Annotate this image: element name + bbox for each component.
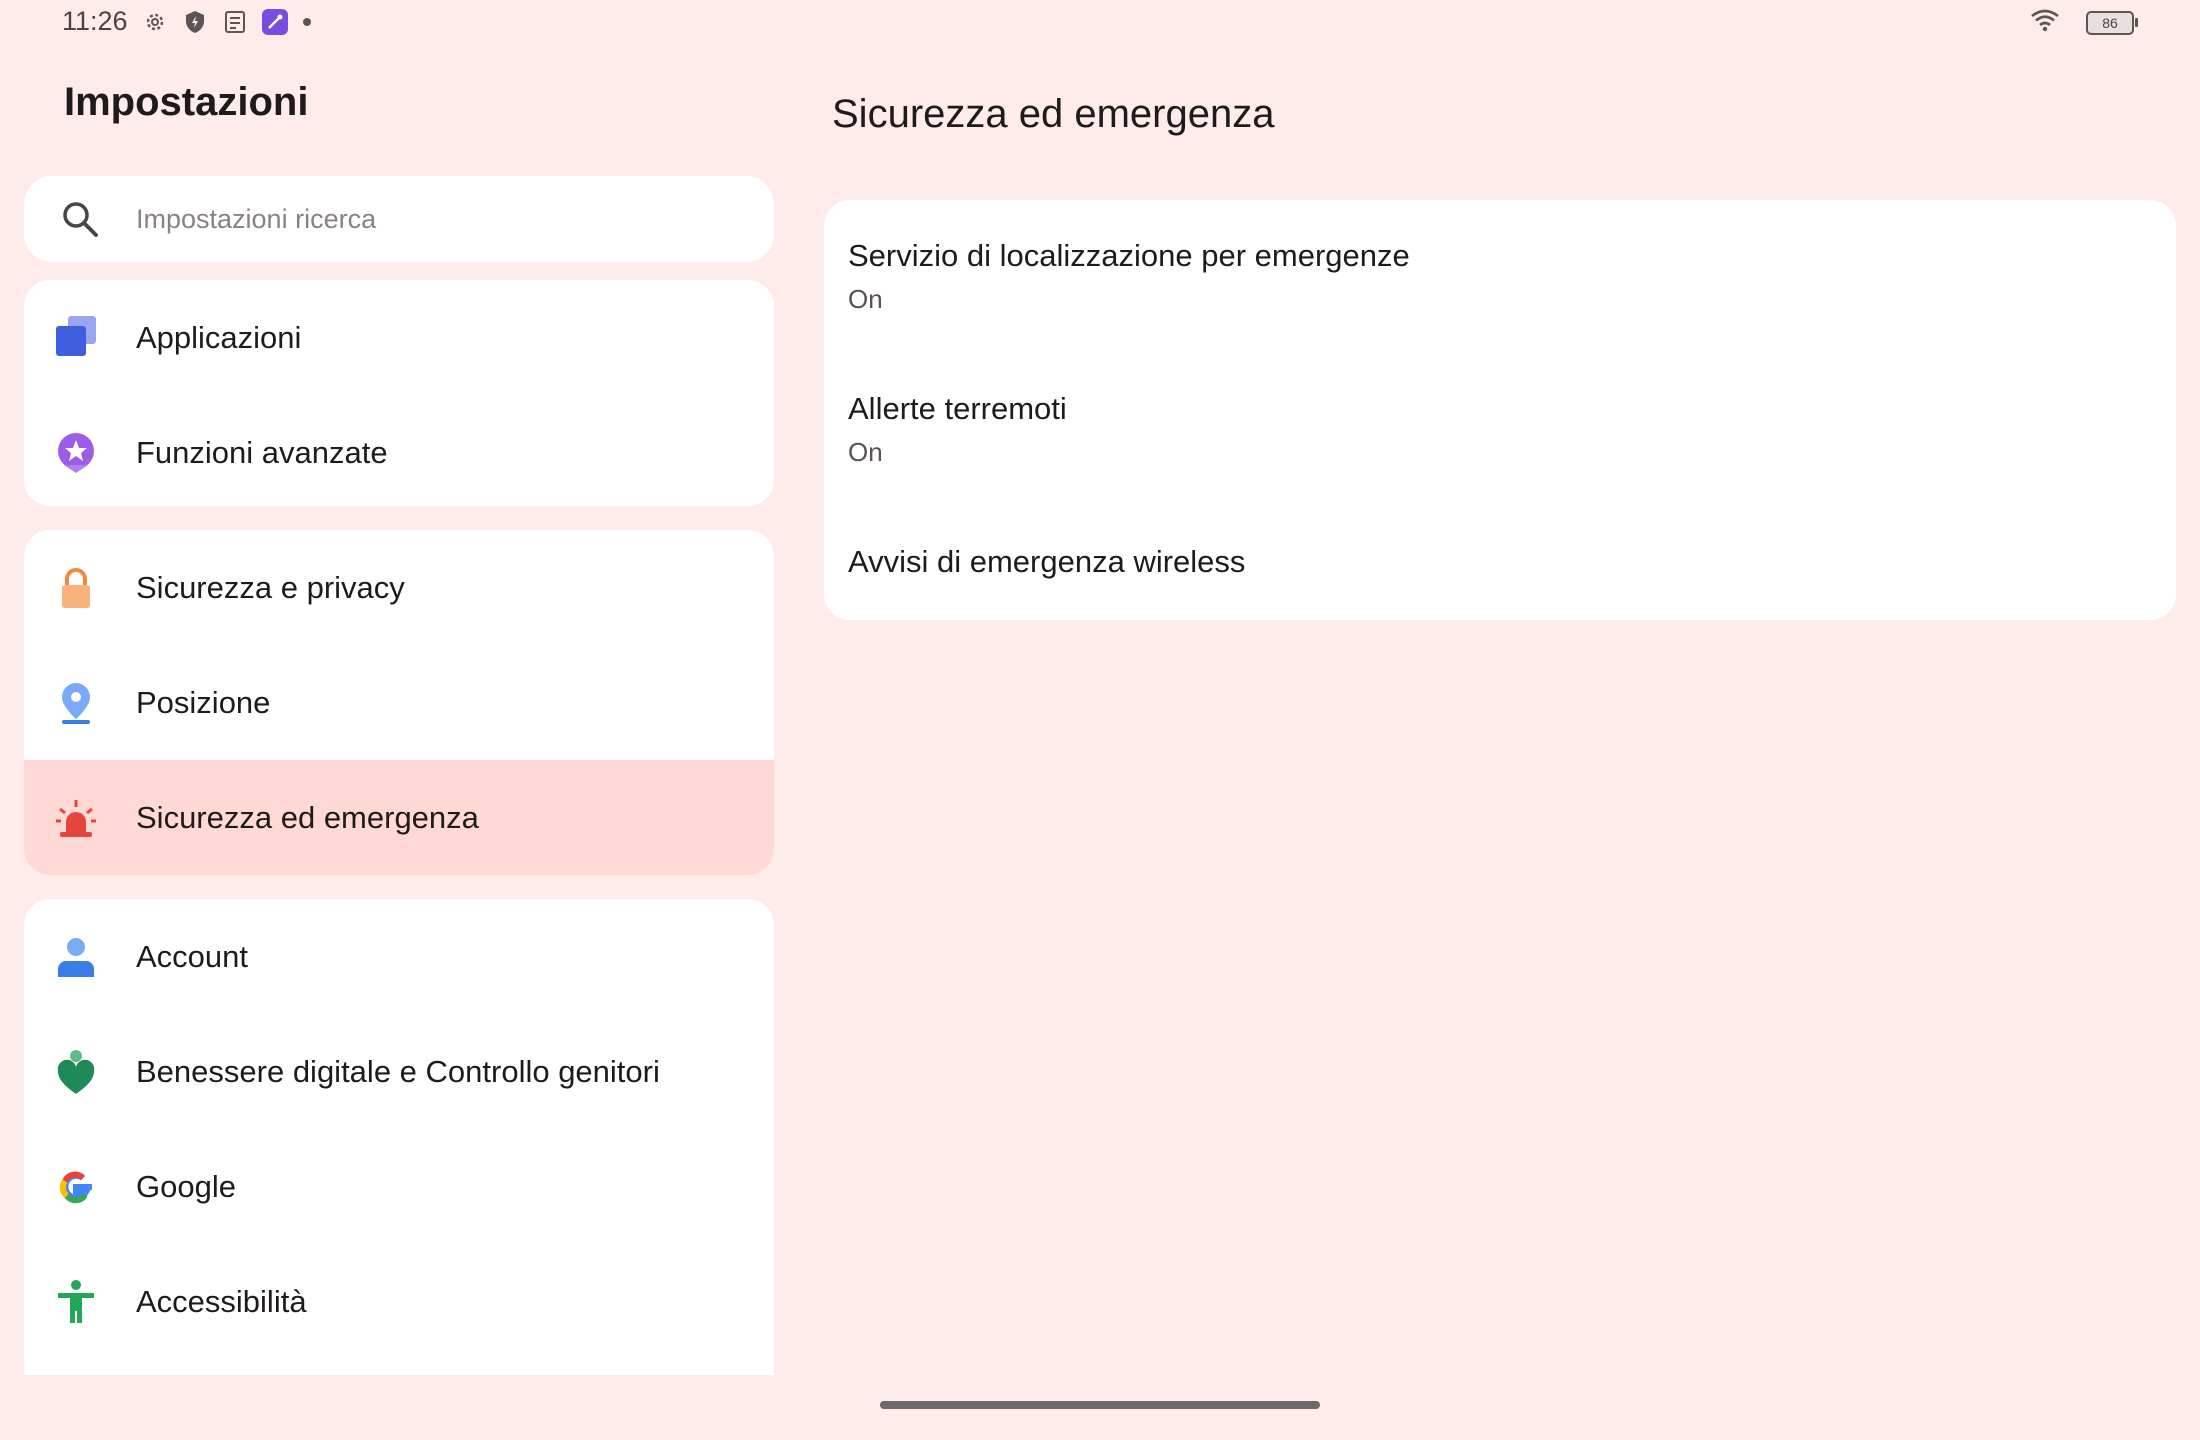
detail-title: Sicurezza ed emergenza	[832, 92, 1275, 136]
search-input[interactable]	[24, 176, 774, 262]
apps-icon	[54, 316, 98, 360]
app-shortcut-icon	[262, 9, 288, 35]
sidebar-item-applicazioni[interactable]	[24, 280, 774, 395]
settings-group-3	[24, 899, 774, 1375]
sidebar-item-label: Accessibilità	[136, 1283, 307, 1319]
status-right	[2030, 8, 2134, 37]
sidebar-item-benessere-digitale[interactable]	[24, 1014, 774, 1129]
location-pin-icon	[54, 681, 98, 725]
sidebar-item-label: Posizione	[136, 684, 271, 720]
sidebar-item-accessibilita[interactable]	[24, 1244, 774, 1359]
accessibility-icon	[54, 1280, 98, 1324]
page-title: Impostazioni	[64, 80, 309, 124]
setting-title: Avvisi di emergenza wireless	[848, 544, 1246, 579]
star-badge-icon	[54, 431, 98, 475]
search-icon	[60, 199, 100, 244]
google-g-icon	[54, 1165, 98, 1209]
battery-indicator: 86	[2086, 11, 2134, 35]
setting-row-allerte-terremoti[interactable]	[848, 391, 1067, 468]
sidebar-item-label: Funzioni avanzate	[136, 434, 388, 470]
shield-icon	[182, 9, 208, 35]
settings-gear-icon	[142, 9, 168, 35]
siren-icon	[54, 796, 98, 840]
sidebar-item-label: Benessere digitale e Controllo genitori	[136, 1053, 660, 1089]
setting-title: Servizio di localizzazione per emergenze	[848, 238, 1410, 273]
status-time: 11:26	[62, 6, 128, 36]
setting-title: Allerte terremoti	[848, 391, 1067, 426]
sidebar-item-label: Google	[136, 1168, 236, 1204]
clipboard-icon	[222, 9, 248, 35]
sidebar-item-sicurezza-emergenza[interactable]	[24, 760, 774, 875]
settings-group-1	[24, 280, 774, 506]
sidebar-item-label: Applicazioni	[136, 319, 302, 355]
sidebar-item-google[interactable]	[24, 1129, 774, 1244]
sidebar-item-account[interactable]	[24, 899, 774, 1014]
setting-row-localizzazione-emergenze[interactable]	[848, 238, 1410, 315]
status-icons	[142, 9, 312, 35]
sidebar-item-label: Sicurezza e privacy	[136, 569, 405, 605]
sidebar-item-sicurezza-privacy[interactable]	[24, 530, 774, 645]
setting-subtitle: On	[848, 437, 883, 467]
person-icon	[54, 935, 98, 979]
sidebar-item-label: Account	[136, 938, 249, 974]
sidebar-item-funzioni-avanzate[interactable]	[24, 395, 774, 506]
search-placeholder: Impostazioni ricerca	[136, 204, 377, 234]
sidebar-item-label: Sicurezza ed emergenza	[136, 799, 479, 835]
settings-group-2	[24, 530, 774, 875]
detail-card	[824, 200, 2176, 620]
wifi-icon	[2030, 8, 2060, 37]
setting-row-avvisi-wireless[interactable]	[848, 544, 1245, 580]
dot-icon	[302, 9, 312, 35]
lock-icon	[54, 566, 98, 610]
status-bar	[0, 0, 2200, 46]
navigation-handle[interactable]	[880, 1401, 1320, 1409]
sidebar-item-posizione[interactable]	[24, 645, 774, 760]
setting-subtitle: On	[848, 284, 883, 314]
heart-person-icon	[54, 1050, 98, 1094]
